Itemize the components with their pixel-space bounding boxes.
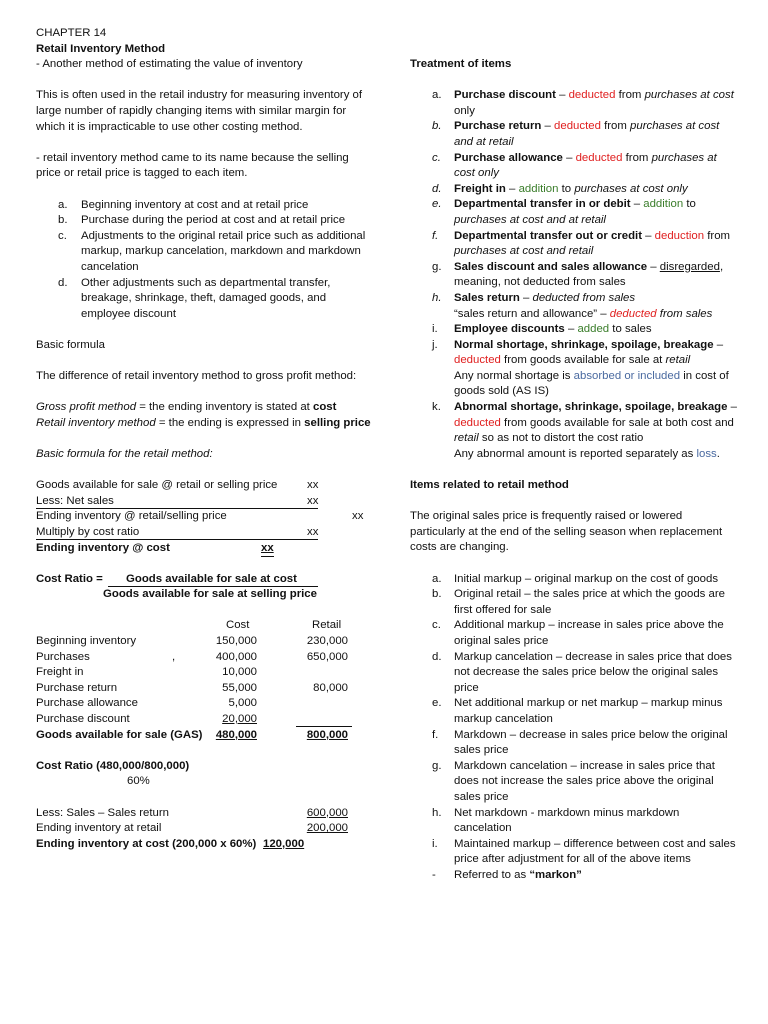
list-item: a. Purchase discount – deducted from purchases at cost only xyxy=(432,89,734,117)
list-item: c. Adjustments to the original retail price such as additional markup, markup cancelation, markdown and markdown cancelation xyxy=(58,229,366,273)
gross-profit-line: Gross profit method = the ending inventory is stated at cost xyxy=(36,401,337,414)
list-item: b. Original retail – the sales price at which the goods are first offered for sale xyxy=(432,588,725,616)
list-item: b. Purchase during the period at cost and at retail price xyxy=(58,214,346,227)
formula-row: Ending inventory @ retail/selling price xx xyxy=(36,510,364,523)
formula-block xyxy=(36,478,376,556)
list-item: j. Normal shortage, shrinkage, spoilage, breakage – deducted from goods available for sale at retail Any normal shortage is absorbed or included in cost of goods sold (AS IS) xyxy=(432,338,729,398)
inventory-table xyxy=(36,618,376,743)
cost-ratio-formula: Cost Ratio = Goods available for sale at cost Goods available for sale at selling price xyxy=(36,572,317,601)
list-item: d. Other adjustments such as departmental transfer, breakage, shrinkage, theft, damaged goods, and employee discount xyxy=(58,276,331,320)
retail-formula-heading: Basic formula for the retail method: xyxy=(36,448,213,461)
list-item: a. Beginning inventory at cost and at retail price xyxy=(58,198,309,211)
treatment-list xyxy=(410,88,740,462)
list-item: i. Maintained markup – difference between cost and sales price after adjustment for all of the above items xyxy=(432,837,736,866)
right-column xyxy=(410,57,740,883)
list-item: g. Sales discount and sales allowance – disregarded, meaning, not deducted from sales xyxy=(432,260,724,289)
table-total-row: Goods available for sale (GAS) 480,000 800,000 xyxy=(36,728,348,741)
formula-row: Goods available for sale @ retail or selling price xx xyxy=(36,479,319,492)
basic-formula-heading: Basic formula xyxy=(36,338,106,351)
list-item: g. Markdown cancelation – increase in sales price that does not increase the sales price above the original sales price xyxy=(432,759,715,803)
items-paragraph: The original sales price is frequently raised or lowered particularly at the end of the selling season when replacement costs are changing. xyxy=(410,510,723,554)
chapter-heading: CHAPTER 14 xyxy=(36,27,107,39)
ending-cost-row: Ending inventory at cost (200,000 x 60%) 120,000 xyxy=(36,837,305,850)
name-origin-paragraph: - retail inventory method came to its name because the selling price or retail price is tagged to each item. xyxy=(36,151,349,180)
intro-paragraph: This is often used in the retail industry for measuring inventory of large number of rapidly changing items with similar margin for which it is impracticable to use other costing method. xyxy=(36,89,363,133)
table-row: Purchases , 400,000 650,000 xyxy=(36,650,348,663)
list-item: e. Departmental transfer in or debit – addition to purchases at cost and at retail xyxy=(432,198,696,226)
list-item: h. Net markdown - markdown minus markdown cancelation xyxy=(432,806,680,835)
formula-row: Multiply by cost ratio xx xyxy=(36,526,319,538)
list-item: i. Employee discounts – added to sales xyxy=(432,323,652,336)
cost-ratio-percent: 60% xyxy=(127,775,150,788)
retail-method-line: Retail inventory method = the ending is expressed in selling price xyxy=(36,416,371,429)
table-header: Cost Retail xyxy=(226,619,342,632)
list-item: a. Initial markup – original markup on the cost of goods xyxy=(432,572,719,585)
table-row: Beginning inventory 150,000 230,000 xyxy=(36,634,348,647)
list-item: f. Departmental transfer out or credit – deduction from purchases at cost and retail xyxy=(432,229,731,258)
treatment-heading: Treatment of items xyxy=(410,58,512,70)
requirements-list xyxy=(36,198,376,323)
list-item: - Referred to as “markon” xyxy=(432,868,582,881)
list-item: d. Freight in – addition to purchases at cost only xyxy=(432,182,688,195)
list-item: b. Purchase return – deducted from purchases at cost and at retail xyxy=(432,120,720,148)
formula-row: Ending inventory @ cost xx xyxy=(36,541,376,557)
table-row: Purchase return 55,000 80,000 xyxy=(36,681,348,694)
list-item: e. Net additional markup or net markup – markup minus markup cancelation xyxy=(432,697,723,725)
items-heading: Items related to retail method xyxy=(410,479,569,492)
less-sales-row: Less: Sales – Sales return 600,000 xyxy=(36,806,348,819)
section-title: Retail Inventory Method xyxy=(36,42,166,55)
ending-retail-row: Ending inventory at retail 200,000 xyxy=(36,822,348,835)
table-row: Purchase allowance 5,000 xyxy=(36,697,257,710)
list-item: k. Abnormal shortage, shrinkage, spoilage, breakage – deducted from goods available for sale at both cost and retail so as not to distort the cost ratio Any abnormal amount is reported separately as loss. xyxy=(432,401,737,460)
difference-paragraph: The difference of retail inventory method to gross profit method: xyxy=(36,370,357,383)
section-subtitle: - Another method of estimating the value of inventory xyxy=(36,58,303,71)
table-row: Purchase discount 20,000 xyxy=(36,712,376,728)
table-row: Freight in 10,000 xyxy=(36,666,257,679)
list-item: c. Additional markup – increase in sales price above the original sales price xyxy=(432,619,724,647)
markup-terms-list xyxy=(410,572,740,884)
cost-ratio-calc: Cost Ratio (480,000/800,000) xyxy=(36,759,190,772)
list-item: f. Markdown – decrease in sales price below the original sales price xyxy=(432,728,728,757)
list-item: h. Sales return – deducted from sales “sales return and allowance” – deducted from sales xyxy=(432,291,713,320)
left-column xyxy=(36,26,376,852)
list-item: c. Purchase allowance – deducted from purchases at cost only xyxy=(432,151,717,180)
list-item: d. Markup cancelation – decrease in sales price that does not decrease the sales price below the original sales price xyxy=(432,650,732,694)
formula-row: Less: Net sales xx xyxy=(36,494,319,507)
